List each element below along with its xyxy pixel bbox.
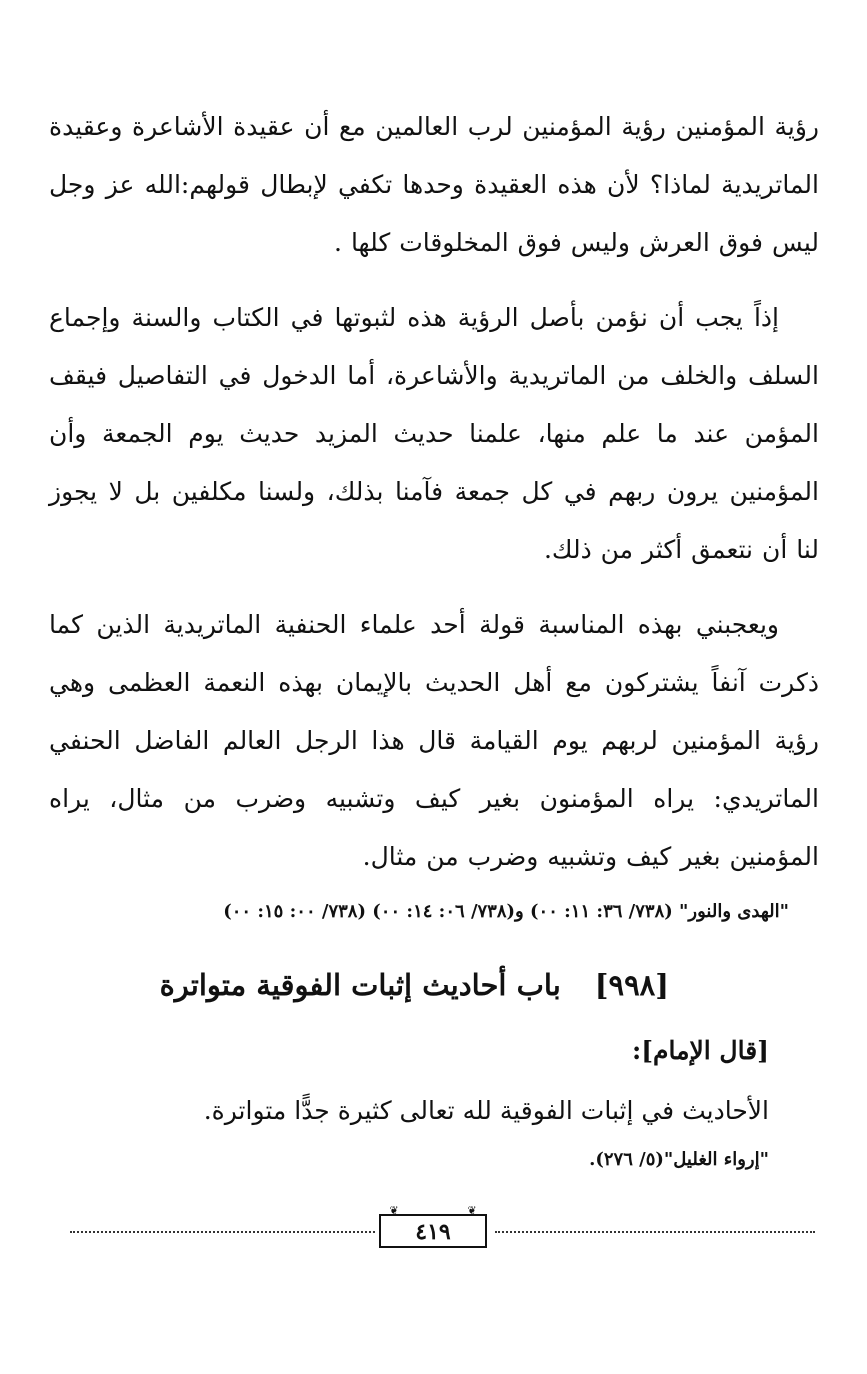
section-title: باب أحاديث إثبات الفوقية متواترة xyxy=(159,968,561,1003)
ornament-icon: ❦ xyxy=(467,1204,477,1217)
page-footer xyxy=(70,1204,815,1254)
footer-dotted-rule-left xyxy=(70,1231,375,1233)
paragraph-3: ويعجبني بهذه المناسبة قولة أحد علماء الحنفية الماتريدية الذين كما ذكرت آنفاً يشتركون مع أهل الحديث بالإيمان بهذه النعمة العظمى وهي رؤية المؤمنين لربهم يوم القيامة قال هذا الرجل العالم الفاضل الحنفي الماتريدي: يراه المؤمنون بغير كيف وتشبيه وضرب من مثال، يراه المؤمنين بغير كيف وتشبيه وضرب من مثال. xyxy=(49,610,819,871)
page-number-frame xyxy=(379,1204,487,1248)
paragraph-1: رؤية المؤمنين رؤية المؤمنين لرب العالمين مع أن عقيدة الأشاعرة وعقيدة الماتريدية لماذا؟ لأن هذه العقيدة وحدها تكفي لإبطال قولهم:الله عز وجل ليس فوق العرش وليس فوق المخلوقات كلها . xyxy=(49,112,819,257)
statement-text: الأحاديث في إثبات الفوقية لله تعالى كثيرة جدًّا متواترة. xyxy=(203,1096,769,1126)
source-citation-2: "إرواء الغليل"(٥/ ٢٧٦). xyxy=(589,1149,769,1171)
page-number: ٤١٩ xyxy=(415,1219,451,1245)
section-heading xyxy=(49,965,669,1005)
source-citation-1: "الهدى والنور" (٧٣٨/ ٣٦: ١١: ٠٠) و(٧٣٨/ ٠٦: ١٤: ٠٠) (٧٣٨/ ٠٠: ١٥: ٠٠) xyxy=(223,901,789,923)
ornament-icon: ❦ xyxy=(389,1204,399,1217)
section-number: [٩٩٨] xyxy=(594,968,669,1003)
footer-dotted-rule-right xyxy=(495,1231,815,1233)
paragraph-2: إذاً يجب أن نؤمن بأصل الرؤية هذه لثبوتها في الكتاب والسنة وإجماع السلف والخلف من الماتريدية والأشاعرة، أما الدخول في التفاصيل فيقف المؤمن عند ما علم منها، علمنا حديث المزيد حديث يوم الجمعة وأن المؤمنين يرون ربهم في كل جمعة فآمنا بذلك، ولسنا مكلفين بل لا يجوز لنا أن نتعمق أكثر من ذلك. xyxy=(49,303,819,564)
page-content xyxy=(49,98,819,1175)
qal-label: [قال الإمام]: xyxy=(631,1036,769,1066)
